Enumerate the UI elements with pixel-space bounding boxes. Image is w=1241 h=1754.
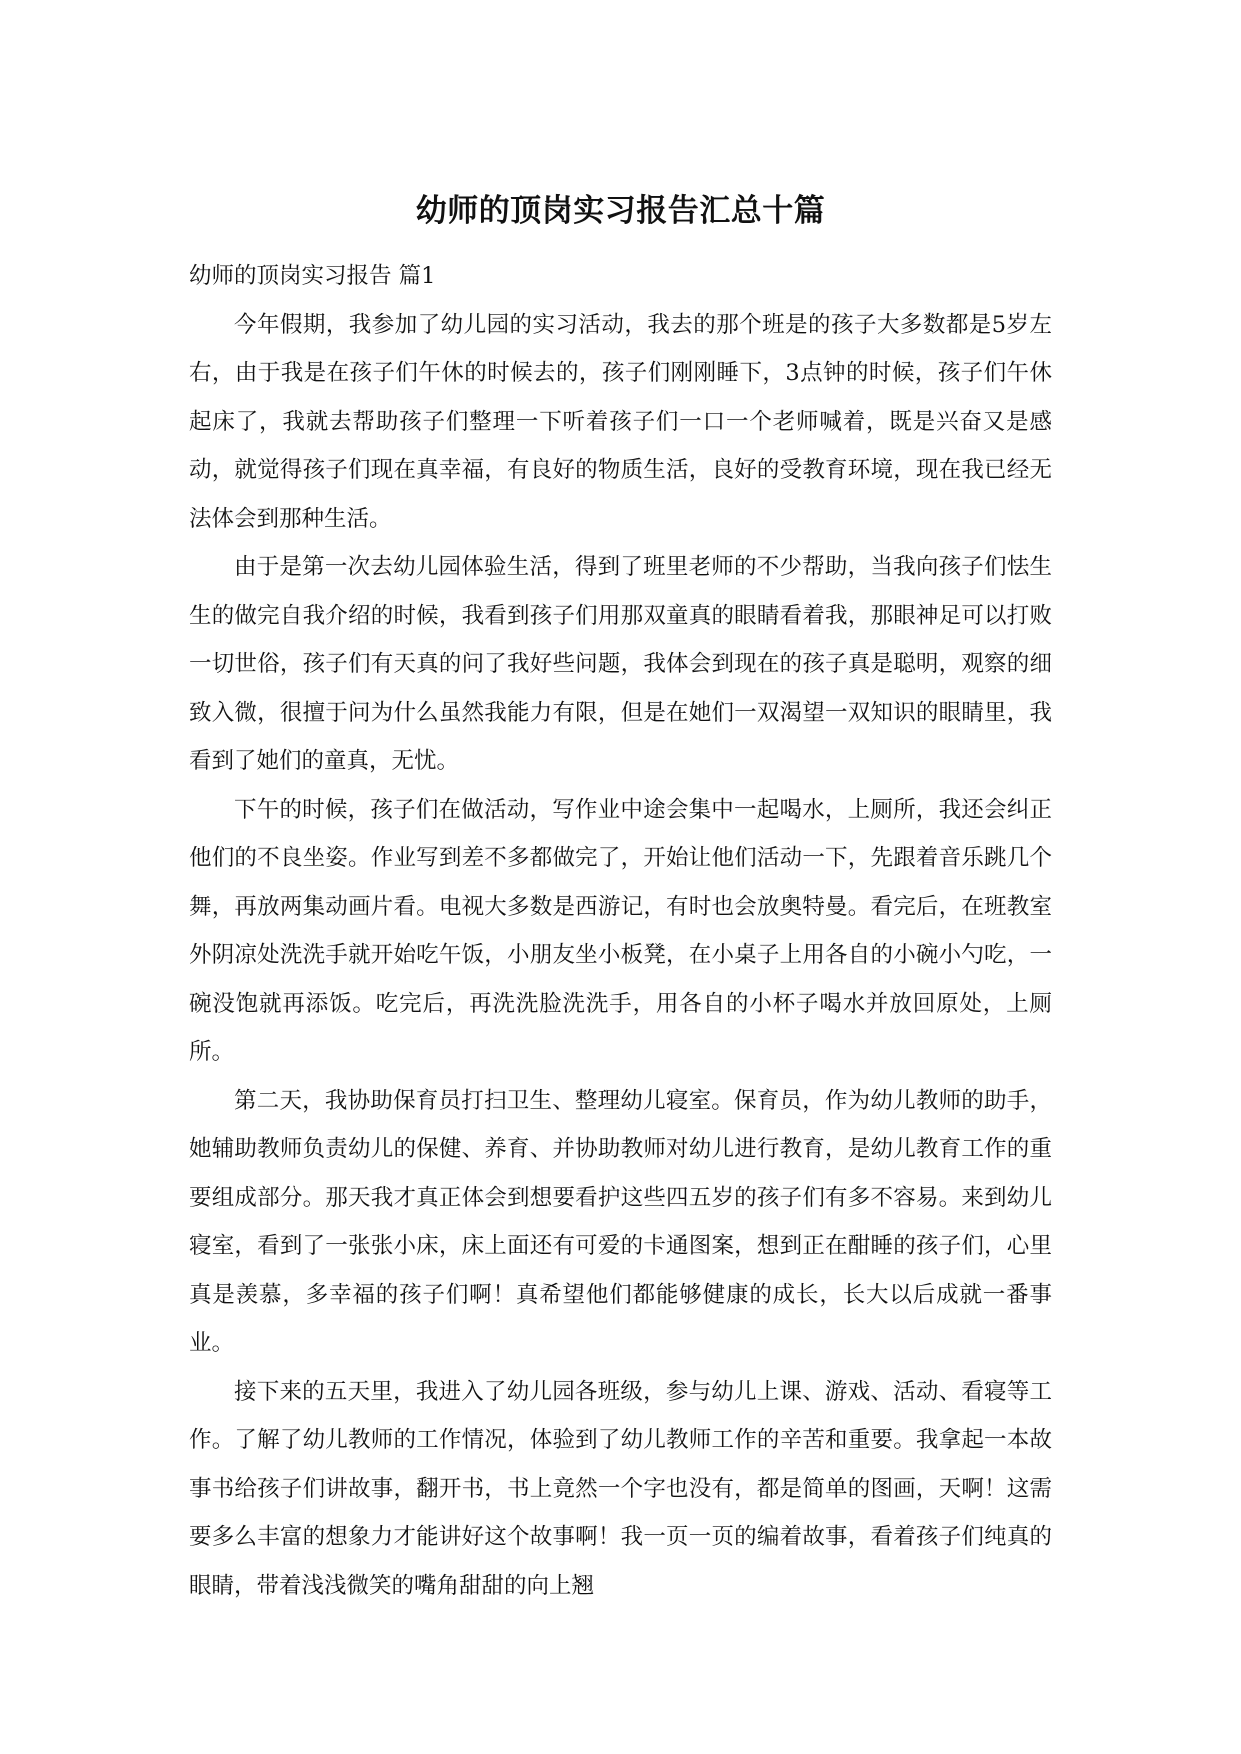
- paragraph-3: 下午的时候，孩子们在做活动，写作业中途会集中一起喝水，上厕所，我还会纠正他们的不良坐姿。作业写到差不多都做完了，开始让他们活动一下，先跟着音乐跳几个舞，再放两集动画片看。电视大多数是西游记，有时也会放奥特曼。看完后，在班教室外阴凉处洗洗手就开始吃午饭，小朋友坐小板凳，在小桌子上用各自的小碗小勺吃，一碗没饱就再添饭。吃完后，再洗洗脸洗洗手，用各自的小杯子喝水并放回原处，上厕所。: [189, 796, 1052, 1065]
- document-body: [189, 252, 1052, 1610]
- paragraph-1: 今年假期，我参加了幼儿园的实习活动，我去的那个班是的孩子大多数都是5岁左右，由于我是在孩子们午休的时候去的，孩子们刚刚睡下，3点钟的时候，孩子们午休起床了，我就去帮助孩子们整理一下听着孩子们一口一个老师喊着，既是兴奋又是感动，就觉得孩子们现在真幸福，有良好的物质生活，良好的受教育环境，现在我已经无法体会到那种生活。: [189, 311, 1052, 532]
- section-heading: 幼师的顶岗实习报告 篇1: [189, 263, 436, 289]
- document-title: 幼师的顶岗实习报告汇总十篇: [415, 193, 826, 229]
- paragraph-5: 接下来的五天里，我进入了幼儿园各班级，参与幼儿上课、游戏、活动、看寝等工作。了解了幼儿教师的工作情况，体验到了幼儿教师工作的辛苦和重要。我拿起一本故事书给孩子们讲故事，翻开书，书上竟然一个字也没有，都是简单的图画，天啊！这需要多么丰富的想象力才能讲好这个故事啊！我一页一页的编着故事，看着孩子们纯真的眼睛，带着浅浅微笑的嘴角甜甜的向上翘: [189, 1378, 1052, 1599]
- paragraph-4: 第二天，我协助保育员打扫卫生、整理幼儿寝室。保育员，作为幼儿教师的助手，她辅助教师负责幼儿的保健、养育、并协助教师对幼儿进行教育，是幼儿教育工作的重要组成部分。那天我才真正体会到想要看护这些四五岁的孩子们有多不容易。来到幼儿寝室，看到了一张张小床，床上面还有可爱的卡通图案，想到正在酣睡的孩子们，心里真是羡慕，多幸福的孩子们啊！真希望他们都能够健康的成长，长大以后成就一番事业。: [189, 1087, 1052, 1356]
- paragraph-2: 由于是第一次去幼儿园体验生活，得到了班里老师的不少帮助，当我向孩子们怯生生的做完自我介绍的时候，我看到孩子们用那双童真的眼睛看着我，那眼神足可以打败一切世俗，孩子们有天真的问了我好些问题，我体会到现在的孩子真是聪明，观察的细致入微，很擅于问为什么虽然我能力有限，但是在她们一双渴望一双知识的眼睛里，我看到了她们的童真，无忧。: [189, 554, 1052, 774]
